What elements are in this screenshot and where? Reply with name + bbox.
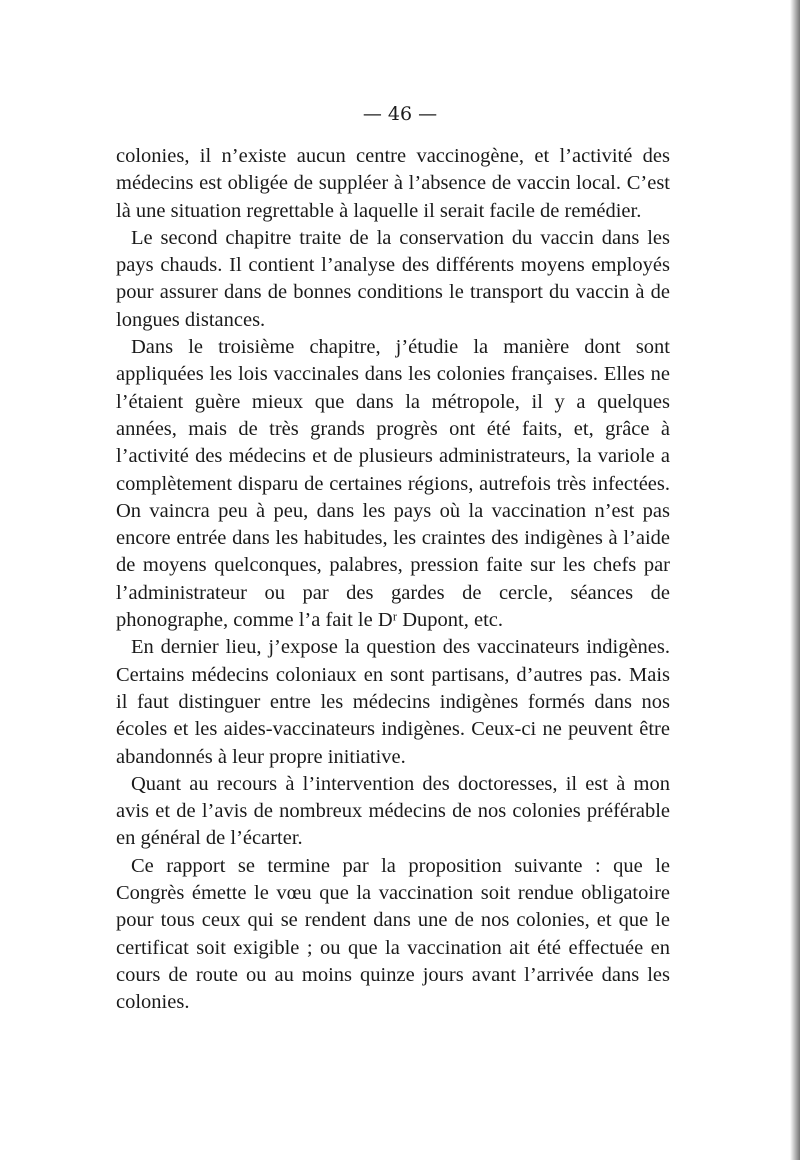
page-number: — 46 — bbox=[362, 103, 438, 125]
paragraph: Ce rapport se termine par la proposition suivante : que le Congrès émette le vœu que la vaccination soit rendue obligatoire pour tous ceux qui se rendent dans une de nos colonies, et que le certificat soit exigible ; ou que la vaccination ait été effectuée en cours de route ou au moins quinze jours avant l’arrivée dans les colonies. bbox=[116, 854, 670, 1014]
paragraph: En dernier lieu, j’expose la question des vaccinateurs indigènes. Certains médecins coloniaux en sont partisans, d’autres pas. Mais il faut distinguer entre les médecins indigènes formés dans nos écoles et les aides-vaccinateurs indigènes. Ceux-ci ne peuvent être abandonnés à leur propre initiative. bbox=[116, 636, 670, 768]
paragraph: colonies, il n’existe aucun centre vaccinogène, et l’activité des médecins est obligée de suppléer à l’absence de vaccin local. C’est là une situation regrettable à laquelle il serait facile de remédier. bbox=[116, 145, 670, 222]
paragraph: Quant au recours à l’intervention des doctoresses, il est à mon avis et de l’avis de nombreux médecins de nos colonies préférable en général de l’écarter. bbox=[116, 772, 670, 850]
body-text bbox=[116, 143, 670, 1017]
paragraph: Dans le troisième chapitre, j’étudie la manière dont sont appliquées les lois vaccinales dans les colonies françaises. Elles ne l’étaient guère mieux que dans la métropole, il y a quelques années, mais de très grands progrès ont été faits, et, grâce à l’activité des médecins et de plusieurs administrateurs, la variole a complètement disparu de certaines régions, autrefois très infectées. On vaincra peu à peu, dans les pays où la vaccination n’est pas encore entrée dans les habitudes, les craintes des indigènes à l’aide de moyens quelconques, palabres, pression faite sur les chefs par l’administrateur ou par des gardes de cercle, séances de phonographe, comme l’a fait le Dʳ Dupont, etc. bbox=[116, 336, 670, 632]
page-edge-shadow bbox=[790, 0, 800, 1160]
paragraph: Le second chapitre traite de la conservation du vaccin dans les pays chauds. Il contient l’analyse des différents moyens employés pour assurer dans de bonnes conditions le transport du vaccin à de longues distances. bbox=[116, 226, 670, 331]
